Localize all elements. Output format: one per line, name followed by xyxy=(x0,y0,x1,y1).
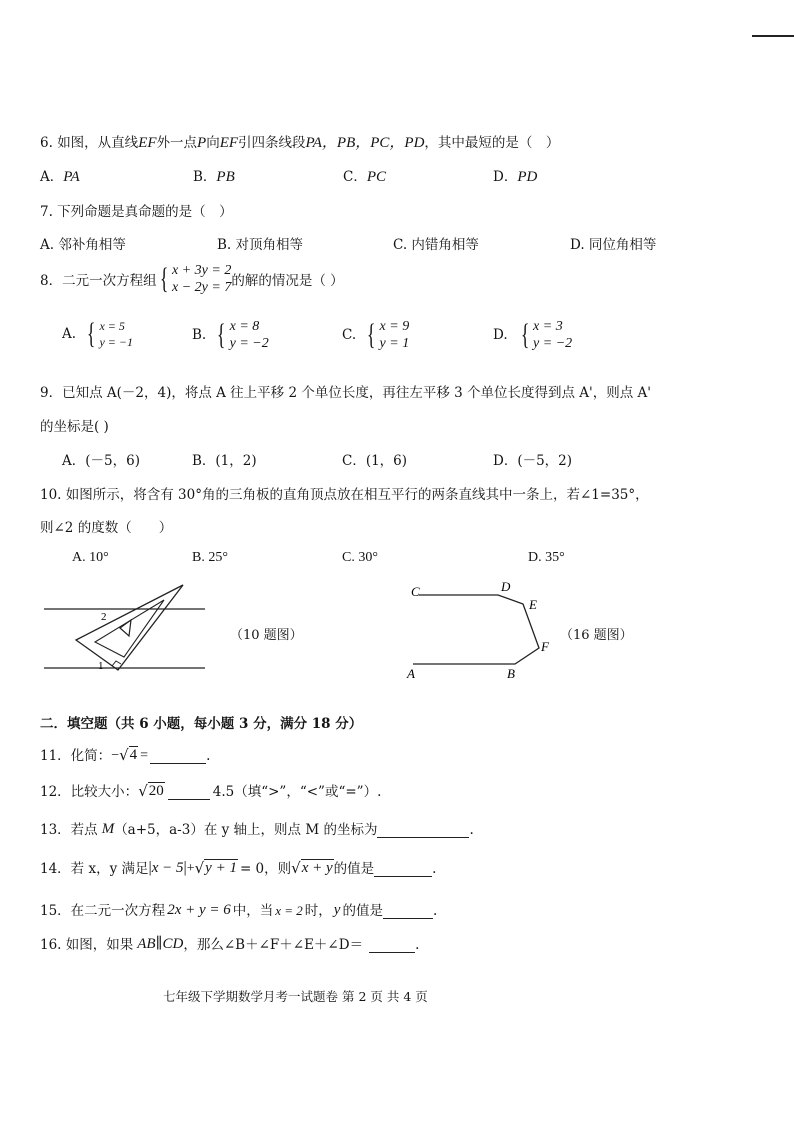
option-label: D. xyxy=(493,327,508,343)
q6-option-b[interactable] xyxy=(193,165,235,186)
q16-parallel: AB∥CD xyxy=(137,936,184,952)
q11-answer-blank[interactable] xyxy=(150,749,206,764)
option-label: B. xyxy=(192,327,207,343)
option-label: C． xyxy=(343,169,367,185)
q10-option-d[interactable]: D. 35° xyxy=(528,550,565,565)
q14-answer-blank[interactable] xyxy=(374,862,432,877)
q15-middle-2: 时， xyxy=(304,903,332,919)
q6-text-5: ，其中最短的是（ ） xyxy=(424,135,560,151)
q16-angle-sum: ，那么∠B＋∠F＋∠E＋∠D＝ xyxy=(183,937,364,953)
option-value: PD xyxy=(517,169,538,185)
figure-10-diagram xyxy=(40,580,220,680)
q6-line-ef-2: EF xyxy=(219,135,239,151)
q15-end: . xyxy=(432,903,438,919)
question-9-line-1: 9．已知点 A(－2，4)，将点 A 往上平移 2 个单位长度，再往左平移 3 个单位长度得到点 A'，则点 A' xyxy=(40,385,652,401)
option-line-1: x = 9 xyxy=(379,319,410,334)
q14-absolute-value: x − 5 xyxy=(151,860,184,876)
q6-text-1: 如图，从直线 xyxy=(57,135,139,151)
point-b-label: B xyxy=(507,666,515,681)
option-label: D． xyxy=(493,169,518,185)
question-14: 14．若 x，y 满足 | x − 5 | + √ y + 1 = 0，则 √ x + y 的值是 . xyxy=(40,859,437,877)
page-footer: 七年级下学期数学月考一试题卷 第 2 页 共 4 页 xyxy=(163,989,428,1004)
q16-answer-blank[interactable] xyxy=(369,938,415,953)
angle-2-label: 2 xyxy=(101,611,107,623)
triangle-ruler-hole xyxy=(120,620,131,636)
q8-equation-1: x + 3y = 2 xyxy=(172,263,232,278)
option-line-1: x = 3 xyxy=(533,319,563,334)
q6-option-c[interactable] xyxy=(343,165,386,186)
q10-option-c[interactable]: C. 30° xyxy=(342,550,378,565)
q13-coordinates: （a+5，a-3） xyxy=(114,822,204,838)
question-15 xyxy=(40,899,437,919)
q11-suffix: . xyxy=(206,748,211,764)
point-e-label: E xyxy=(529,597,537,612)
question-8 xyxy=(40,262,344,296)
q6-text-3: 向 xyxy=(206,135,220,151)
q10-option-b[interactable]: B. 25° xyxy=(192,550,228,565)
q8-option-a[interactable]: A. { x = 5 y = −1 xyxy=(62,317,133,350)
corner-rule xyxy=(752,35,794,37)
q15-answer-blank[interactable] xyxy=(383,904,433,919)
question-13 xyxy=(40,818,474,838)
q14-sqrt-2: √ x + y xyxy=(291,859,333,877)
q8-suffix: 的解的情况是（ ） xyxy=(231,273,344,289)
q16-prefix: 16. 如图，如果 xyxy=(40,937,134,953)
q14-prefix: 14．若 x，y 满足 xyxy=(40,861,149,877)
q14-sqrt-1: √ y + 1 xyxy=(194,859,237,877)
option-line-2: y = −1 xyxy=(99,335,133,349)
q9-option-b[interactable]: B．(1，2) xyxy=(192,453,257,469)
q14-radicand-1: y + 1 xyxy=(205,860,237,876)
q9-option-d[interactable]: D．(－5，2) xyxy=(493,453,573,469)
option-value: PA xyxy=(63,169,80,185)
q15-prefix: 15．在二元一次方程 xyxy=(40,903,166,919)
q12-prefix: 12．比较大小： xyxy=(40,784,139,800)
q6-text-4: 引四条线段 xyxy=(238,135,306,151)
q14-equals-zero: = 0，则 xyxy=(239,861,292,877)
q9-option-c[interactable]: C．(1，6) xyxy=(342,453,408,469)
q15-condition: x = 2 xyxy=(275,903,303,918)
q8-equation-2: x − 2y = 7 xyxy=(172,280,232,295)
q6-option-d[interactable] xyxy=(493,165,537,186)
q15-variable-y: y xyxy=(333,902,341,918)
q13-middle: 在 y 轴上，则点 M 的坐标为 xyxy=(203,822,378,838)
q15-suffix: 的值是 xyxy=(342,903,383,919)
q11-prefix: 11．化简： xyxy=(40,748,112,764)
q6-segments: PA，PB，PC，PD xyxy=(305,135,425,151)
q8-option-d[interactable]: D. { x = 3 y = −2 xyxy=(493,318,573,351)
right-angle-mark xyxy=(112,661,121,666)
q11-minus: − xyxy=(111,748,120,763)
question-10-line-2: 则∠2 的度数（ ） xyxy=(40,520,173,536)
option-line-2: y = 1 xyxy=(379,336,410,351)
q13-prefix: 13．若点 xyxy=(40,822,98,838)
question-11 xyxy=(40,744,210,764)
q11-equals: = xyxy=(140,748,149,763)
q14-end: . xyxy=(432,861,437,877)
q7-option-d[interactable]: D. 同位角相等 xyxy=(570,237,657,253)
q7-option-a[interactable]: A. 邻补角相等 xyxy=(40,237,126,253)
q13-suffix: . xyxy=(469,822,474,838)
figure-16-path xyxy=(413,595,539,664)
q13-point-m: M xyxy=(101,821,115,837)
q12-answer-blank[interactable] xyxy=(168,785,210,800)
q12-suffix: 4.5（填“>”，“<”或“=”）. xyxy=(212,784,382,800)
question-7: 7. 下列命题是真命题的是（ ） xyxy=(40,204,233,220)
option-value: PC xyxy=(366,169,387,185)
q15-equation: 2x + y = 6 xyxy=(167,902,231,918)
figure-16-diagram xyxy=(405,578,565,684)
q8-option-c[interactable]: C. { x = 9 y = 1 xyxy=(342,318,410,351)
q16-end: . xyxy=(415,937,420,953)
q14-suffix: 的值是 xyxy=(333,861,375,877)
question-12 xyxy=(40,780,381,800)
q12-radicand: 20 xyxy=(148,783,164,799)
q13-answer-blank[interactable] xyxy=(377,823,469,838)
point-a-label: A xyxy=(407,666,415,681)
question-10-line-1: 10. 如图所示，将含有 30°角的三角板的直角顶点放在相互平行的两条直线其中一条上，若∠1=35°， xyxy=(40,487,649,503)
q6-point-p: P xyxy=(197,135,207,151)
option-line-1: x = 8 xyxy=(229,319,260,334)
question-9-line-2: 的坐标是( ) xyxy=(40,419,109,435)
option-label: A． xyxy=(40,169,64,185)
option-value: PB xyxy=(216,169,235,185)
question-16 xyxy=(40,933,419,953)
figure-16-caption: （16 题图） xyxy=(560,628,633,643)
q9-option-a[interactable]: A．(－5，6) xyxy=(62,453,140,469)
point-c-label: C xyxy=(411,584,420,599)
question-6 xyxy=(40,131,559,152)
option-line-1: x = 5 xyxy=(99,319,125,333)
figure-10-caption: （10 题图） xyxy=(230,628,303,643)
q7-option-b[interactable]: B. 对顶角相等 xyxy=(217,237,304,253)
point-f-label: F xyxy=(541,639,549,654)
q11-radicand: 4 xyxy=(129,747,138,763)
option-line-2: y = −2 xyxy=(533,336,573,351)
q6-line-ef: EF xyxy=(138,135,157,151)
q8-prefix: 8．二元一次方程组 xyxy=(40,273,157,289)
q6-number: 6. xyxy=(40,135,53,151)
option-line-2: y = −2 xyxy=(229,336,269,351)
q10-option-a[interactable]: A. 10° xyxy=(72,550,109,565)
q7-option-c[interactable]: C. 内错角相等 xyxy=(393,237,479,253)
q14-plus: + xyxy=(186,861,195,876)
option-label: B． xyxy=(193,169,217,185)
option-label: A. xyxy=(62,326,77,342)
angle-1-label: 1 xyxy=(98,660,104,672)
q12-sqrt: √ 20 xyxy=(138,782,164,800)
q8-option-b[interactable]: B. { x = 8 y = −2 xyxy=(192,318,269,351)
option-label: C. xyxy=(342,327,357,343)
q6-option-a[interactable] xyxy=(40,165,80,186)
q6-text-2: 外一点 xyxy=(156,135,198,151)
q8-equation-system: { x + 3y = 2 x − 2y = 7 xyxy=(159,262,232,295)
q14-radicand-2: x + y xyxy=(301,860,333,876)
point-d-label: D xyxy=(501,579,511,594)
q15-middle: 中，当 xyxy=(232,903,274,919)
section-2-title: 二．填空题（共 6 小题，每小题 3 分，满分 18 分） xyxy=(40,716,363,732)
q11-sqrt: √ 4 xyxy=(119,746,138,764)
